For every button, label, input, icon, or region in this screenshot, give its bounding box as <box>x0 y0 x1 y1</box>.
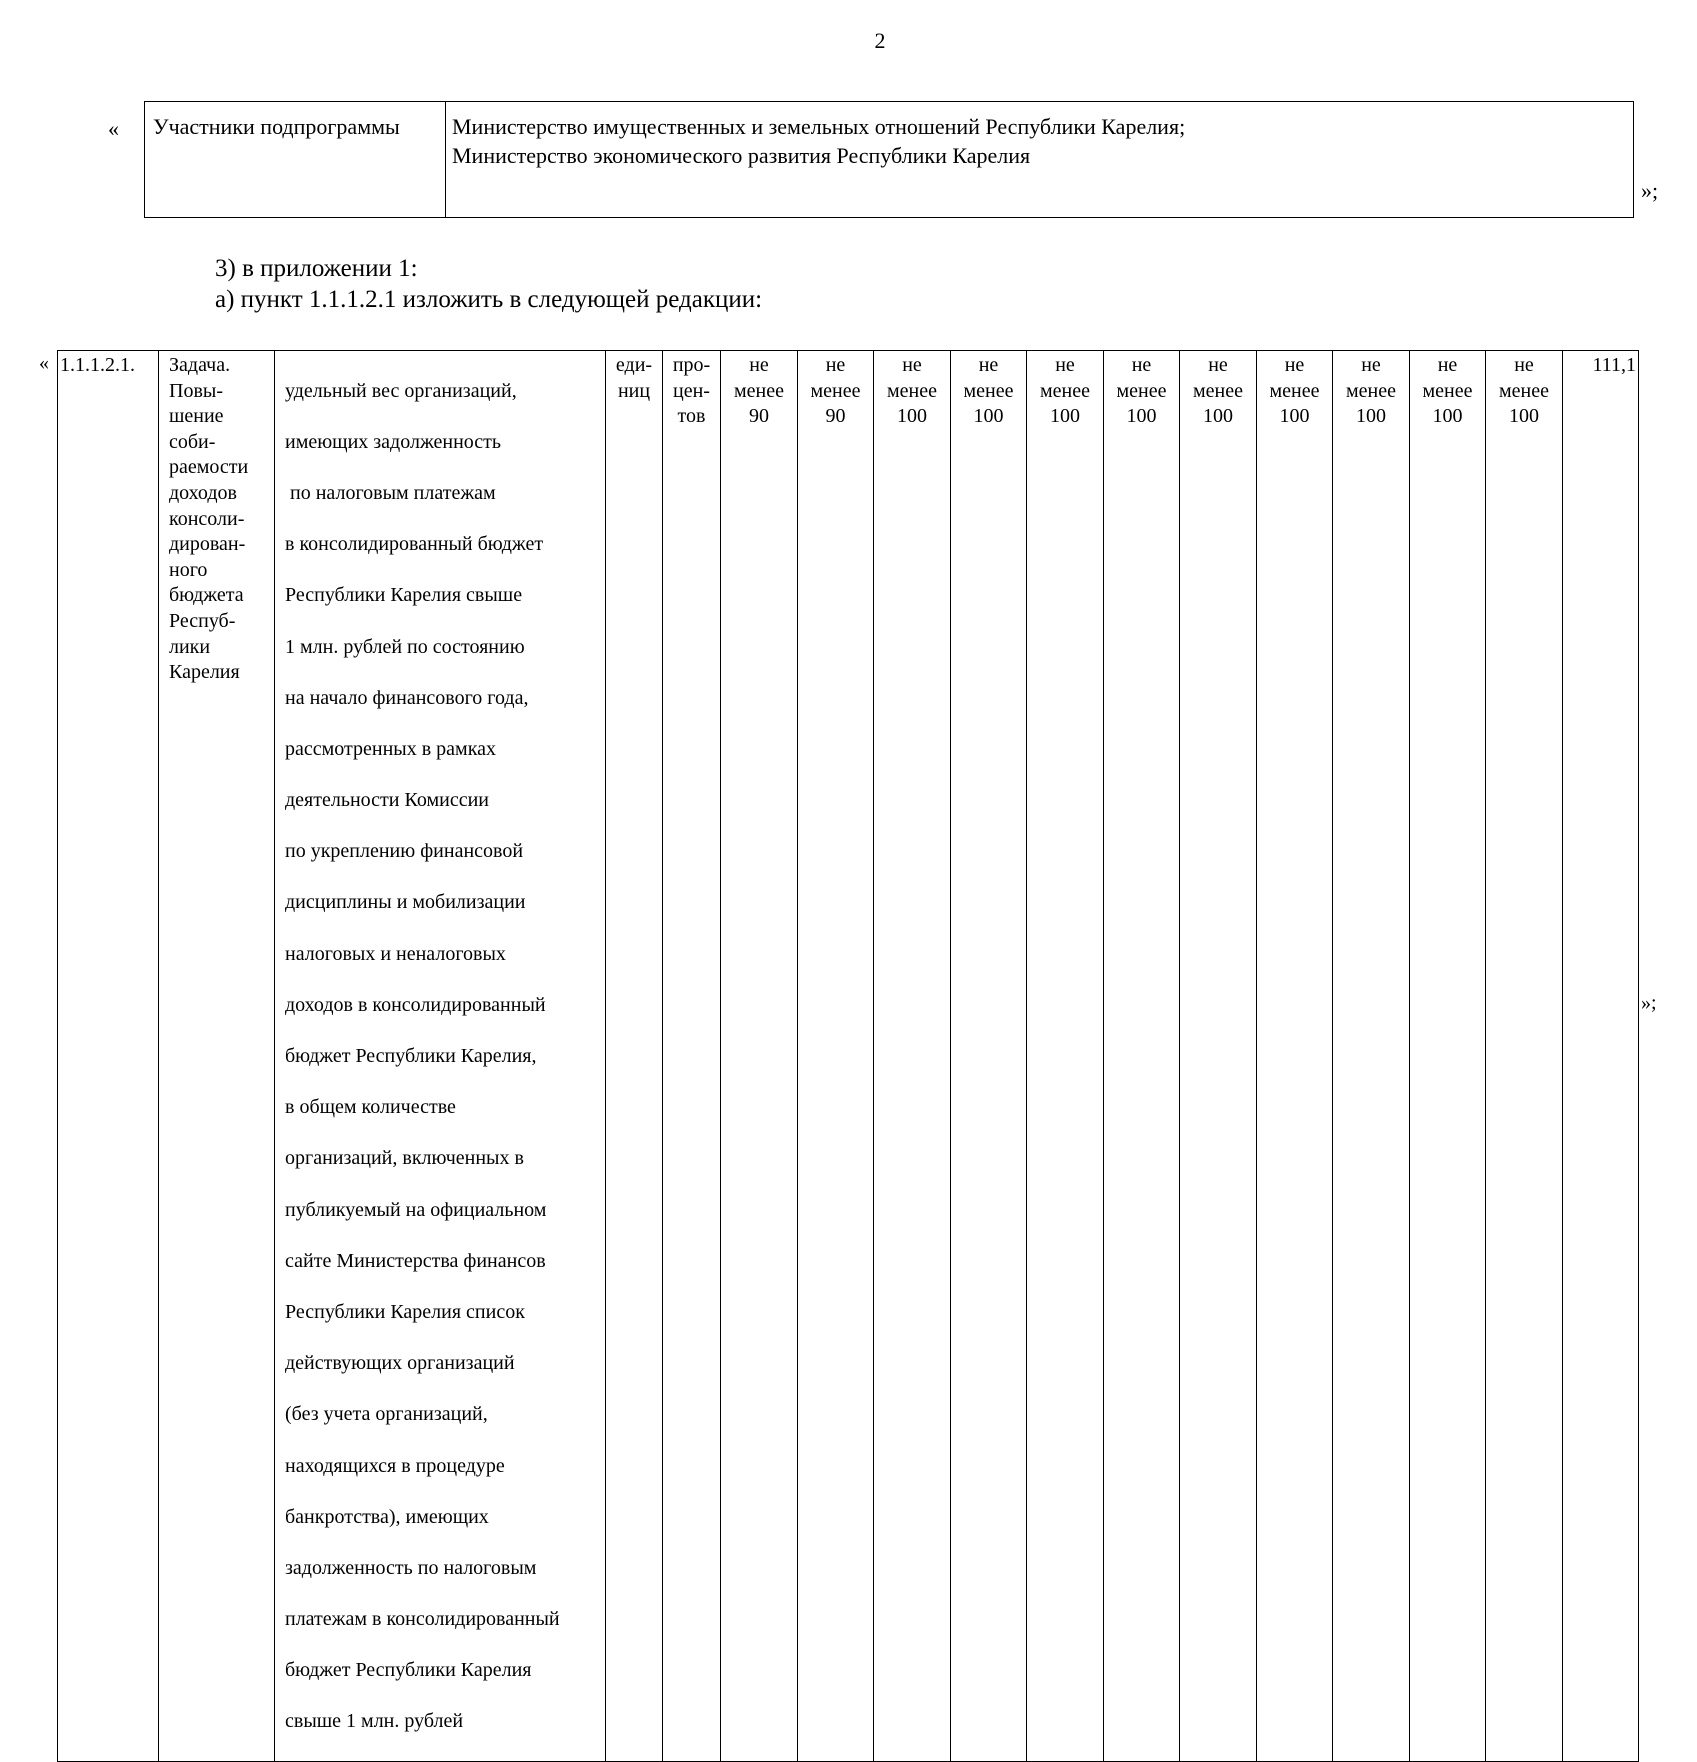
value-line: менее <box>1116 379 1167 402</box>
task-line: ного <box>169 558 208 581</box>
value-line: не <box>825 354 846 376</box>
description-line: банкротства), имеющих <box>285 1505 489 1528</box>
description-line: бюджет Республики Карелия <box>285 1659 532 1682</box>
description-line: платежам в консолидированный <box>285 1608 560 1631</box>
unit-cell <box>606 351 663 1762</box>
description-line: по налоговым платежам <box>285 481 496 504</box>
indicator-row <box>58 351 1639 1762</box>
task-line: Задача. <box>169 354 231 376</box>
participants-value <box>446 102 1634 218</box>
value-line: не <box>1514 354 1534 376</box>
value-cell-11 <box>1486 351 1563 1762</box>
description-line: рассмотренных в рамках <box>285 737 496 760</box>
description-line: организаций, включенных в <box>285 1147 524 1170</box>
value-cell-5 <box>1027 351 1104 1762</box>
description-line: в общем количестве <box>285 1096 456 1119</box>
last-value-cell: 111,1 <box>1563 351 1639 1762</box>
value-line: менее <box>1269 379 1320 402</box>
value-line: менее <box>734 379 784 402</box>
description-line: (без учета организаций, <box>285 1403 488 1426</box>
value-cell-1 <box>721 351 798 1762</box>
unit2-line: тов <box>677 405 706 428</box>
description-line: дисциплины и мобилизации <box>285 891 526 914</box>
value-cell-6 <box>1104 351 1180 1762</box>
value-line: не <box>1208 354 1228 376</box>
description-line: сайте Министерства финансов <box>285 1249 546 1272</box>
description-line: удельный вес организаций, <box>285 379 517 402</box>
description-line: бюджет Республики Карелия, <box>285 1045 537 1068</box>
task-line: Карелия <box>169 661 240 684</box>
value-cell-9 <box>1333 351 1410 1762</box>
value-line: 100 <box>1126 405 1157 428</box>
description-line: в консолидированный бюджет <box>285 533 544 556</box>
participants-row <box>145 102 1634 218</box>
value-line: 100 <box>973 405 1004 428</box>
description-line: налоговых и неналоговых <box>285 942 506 965</box>
description-line: имеющих задолженность <box>285 430 502 453</box>
task-line: Респуб- <box>169 609 236 632</box>
value-cell-2 <box>798 351 874 1762</box>
indicator-table <box>57 350 1639 1762</box>
value-cell-4 <box>951 351 1027 1762</box>
value-line: 100 <box>1432 405 1463 428</box>
value-line: не <box>1361 354 1381 376</box>
participant-line: Министерство экономического развития Республики Карелия <box>452 143 1031 168</box>
description-line: доходов в консолидированный <box>285 993 546 1016</box>
value-cell-8 <box>1257 351 1333 1762</box>
description-line: по укреплению финансовой <box>285 840 524 863</box>
value-line: менее <box>1422 379 1473 402</box>
value-line: не <box>1055 354 1075 376</box>
value-cell-10 <box>1410 351 1486 1762</box>
instruction-line-2: а) пункт 1.1.1.2.1 изложить в следующей редакции: <box>215 286 763 313</box>
unit-line: ниц <box>617 379 651 402</box>
value-cell-3 <box>874 351 951 1762</box>
value-line: 100 <box>1356 405 1386 428</box>
value-line: не <box>749 354 769 376</box>
open-quote: « <box>39 352 49 374</box>
task-line: дирован- <box>169 533 246 556</box>
participants-label: Участники подпрограммы <box>145 102 446 218</box>
description-line: Республики Карелия список <box>285 1300 525 1323</box>
value-line: 90 <box>825 405 846 428</box>
value-line: не <box>1131 354 1152 376</box>
value-cell-7 <box>1180 351 1257 1762</box>
task-line: раемости <box>169 456 249 479</box>
value-line: не <box>902 354 922 376</box>
open-quote: « <box>108 116 119 141</box>
description-line: Республики Карелия свыше <box>285 584 523 607</box>
value-line: 100 <box>1050 405 1080 428</box>
instruction-line-1: 3) в приложении 1: <box>215 255 418 282</box>
value-line: 90 <box>749 405 769 428</box>
description-line: действующих организаций <box>285 1352 515 1375</box>
task-line: шение <box>169 405 224 428</box>
close-quote: »; <box>1641 992 1657 1014</box>
page-number: 2 <box>874 28 886 53</box>
unit2-cell <box>663 351 721 1762</box>
task-line: доходов <box>169 481 237 504</box>
task-line: Повы- <box>169 379 223 402</box>
value-line: менее <box>1040 379 1090 402</box>
value-line: менее <box>963 379 1014 402</box>
participant-line: Министерство имущественных и земельных отношений Республики Карелия; <box>452 114 1186 139</box>
description-line: деятельности Комиссии <box>285 789 489 812</box>
value-line: менее <box>1499 379 1549 402</box>
description-cell <box>275 351 606 1762</box>
value-line: менее <box>1193 379 1243 402</box>
item-number: 1.1.1.2.1. <box>58 351 159 1762</box>
value-line: не <box>1437 354 1458 376</box>
value-line: не <box>1284 354 1305 376</box>
task-line: лики <box>169 635 211 658</box>
value-line: 100 <box>1279 405 1310 428</box>
close-quote: »; <box>1641 178 1659 203</box>
value-line: 100 <box>897 405 927 428</box>
task-cell <box>159 351 275 1762</box>
description-line: находящихся в процедуре <box>285 1454 505 1477</box>
description-line: свыше 1 млн. рублей <box>285 1710 464 1733</box>
value-line: 100 <box>1509 405 1539 428</box>
description-line: задолженность по налоговым <box>285 1556 537 1579</box>
value-line: менее <box>1346 379 1396 402</box>
unit2-line: цен- <box>673 379 710 402</box>
unit2-line: про- <box>672 354 711 376</box>
description-line: публикуемый на официальном <box>285 1198 547 1221</box>
task-line: соби- <box>169 430 216 453</box>
task-line: консоли- <box>169 507 245 530</box>
description-line: 1 млн. рублей по состоянию <box>285 635 525 658</box>
value-line: менее <box>810 379 861 402</box>
value-line: 100 <box>1203 405 1233 428</box>
unit-line: еди- <box>615 354 653 376</box>
value-line: не <box>978 354 999 376</box>
value-line: менее <box>887 379 937 402</box>
task-line: бюджета <box>169 584 244 607</box>
description-line: на начало финансового года, <box>285 686 529 709</box>
participants-table <box>144 101 1634 218</box>
